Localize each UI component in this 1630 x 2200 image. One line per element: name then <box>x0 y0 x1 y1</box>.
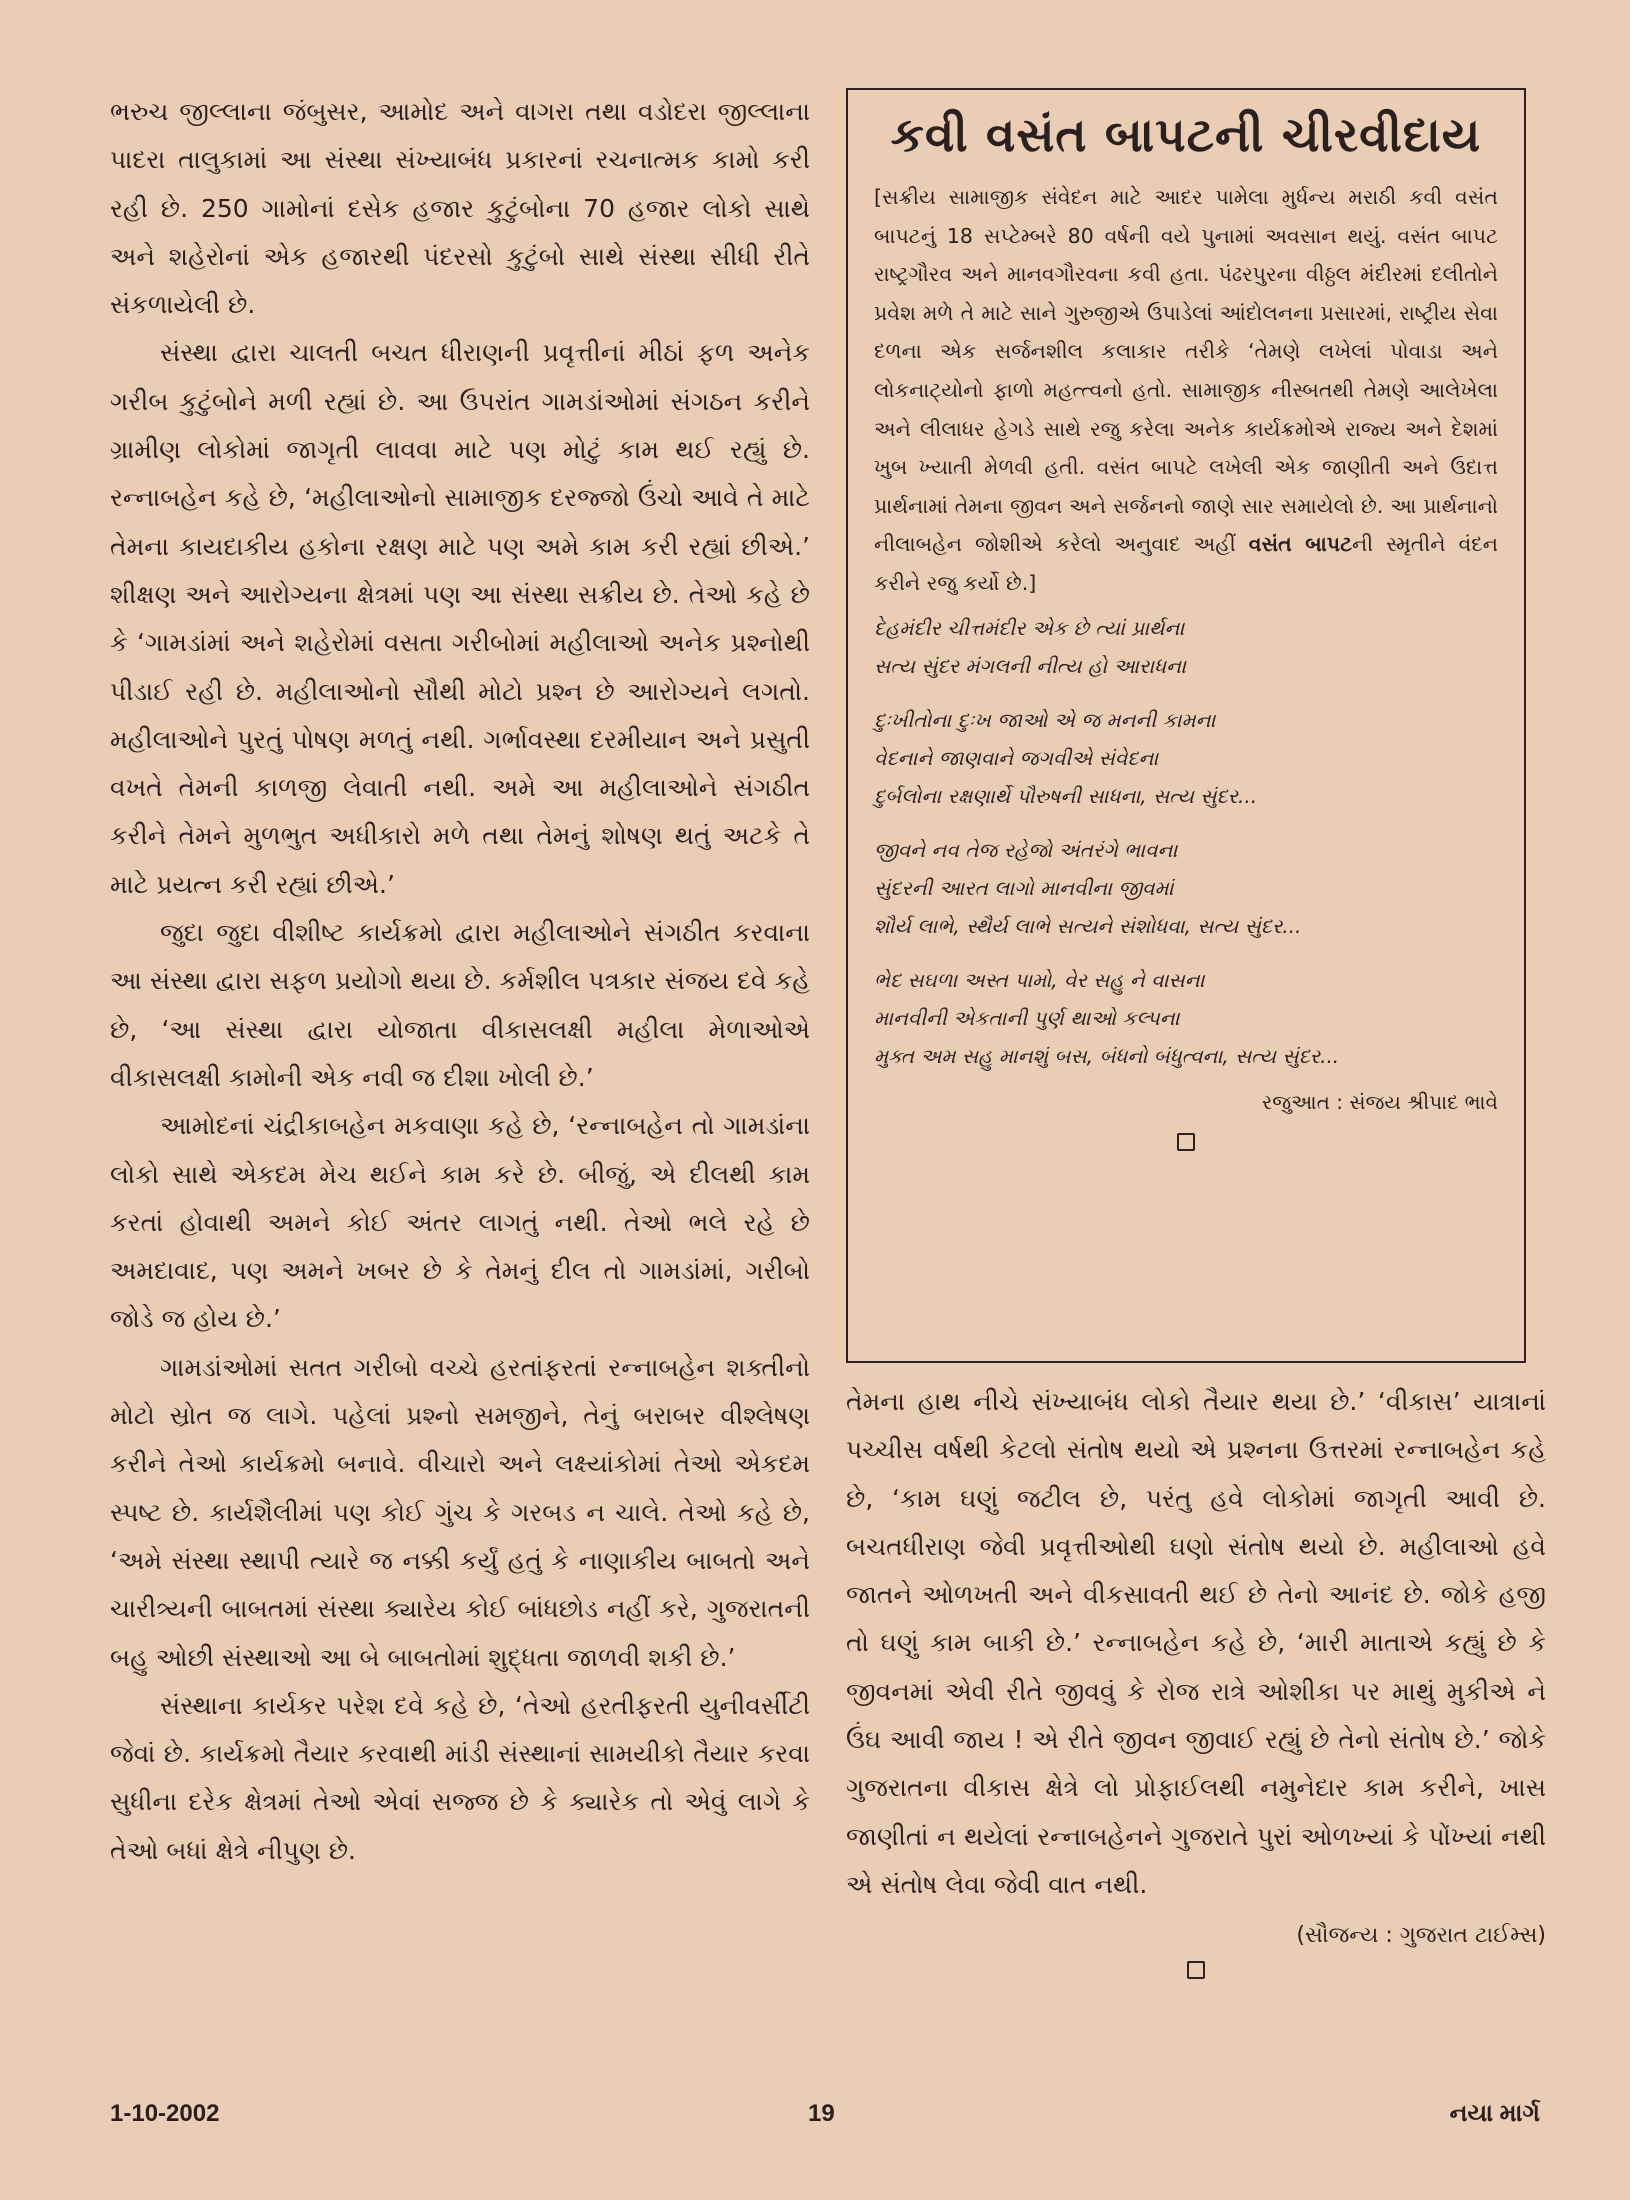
poem-stanza-3 <box>874 831 1498 945</box>
right-paragraph-1: તેમના હાથ નીચે સંખ્યાબંધ લોકો તૈયાર થયા છે.’ ‘વીકાસ’ યાત્રાનાં પચ્ચીસ વર્ષથી કેટલો સંતોષ થયો એ પ્રશ્નના ઉત્તરમાં રન્નાબહેન કહે છે, ‘કામ ઘણું જટીલ છે, પરંતુ હવે લોકોમાં જાગૃતી આવી છે. બચતધીરાણ જેવી પ્રવૃત્તીઓથી ઘણો સંતોષ થયો છે. મહીલાઓ હવે જાતને ઓળખતી અને વીકસાવતી થઈ છે તેનો આનંદ છે. જોકે હજી તો ઘણું કામ બાકી છે.’ રન્નાબહેન કહે છે, ‘મારી માતાએ કહ્યું છે કે જીવનમાં એવી રીતે જીવવું કે રોજ રાત્રે ઓશીકા પર માથું મુકીએ ને ઉંઘ આવી જાય ! એ રીતે જીવન જીવાઈ રહ્યું છે તેનો સંતોષ છે.’ જોકે ગુજરાતના વીકાસ ક્ષેત્રે લો પ્રોફાઈલથી નમુનેદાર કામ કરીને, ખાસ જાણીતાં ન થયેલાં રન્નાબહેનને ગુજરાતે પુરાં ઓળખ્યાં કે પોંખ્યાં નથી એ સંતોષ લેવા જેવી વાત નથી. <box>846 1387 1546 1899</box>
left-column <box>110 88 810 1875</box>
poem-line: દેહમંદીર ચીત્તમંદીર એક છે ત્યાં પ્રાર્થના <box>874 615 1185 640</box>
poem-line: શૌર્ય લાભે, સ્થૈર્ય લાભે સત્યને સંશોધવા, સત્ય સુંદર... <box>874 913 1302 938</box>
poem-line: સુંદરની આરત લાગો માનવીના જીવમાં <box>874 875 1174 900</box>
poem-stanza-4 <box>874 961 1498 1075</box>
prayer-poem <box>874 609 1498 1075</box>
poem-stanza-2 <box>874 701 1498 815</box>
poem-line: સત્ય સુંદર મંગલની નીત્ય હો આરાધના <box>874 653 1186 678</box>
issue-date: 1-10-2002 <box>110 2100 220 2127</box>
tribute-intro-end: ની સ્મૃતીને વંદન કરીને રજુ કર્યો છે.] <box>874 532 1498 595</box>
end-square-icon <box>1187 1961 1205 1979</box>
poem-line: મુક્ત અમ સહુ માનશું બસ, બંધનો બંધુત્વના, સત્ય સુંદર... <box>874 1043 1340 1068</box>
poem-line: વેદનાને જાણવાને જગવીએ સંવેદના <box>874 745 1159 770</box>
left-paragraph-3: જુદા જુદા વીશીષ્ટ કાર્યક્રમો દ્વારા મહીલાઓને સંગઠીત કરવાના આ સંસ્થા દ્વારા સફળ પ્રયોગો થયા છે. કર્મશીલ પત્રકાર સંજય દવે કહે છે, ‘આ સંસ્થા દ્વારા યોજાતા વીકાસલક્ષી મહીલા મેળાઓએ વીકાસલક્ષી કામોની એક નવી જ દીશા ખોલી છે.’ <box>110 918 810 1092</box>
tribute-title: કવી વસંત બાપટની ચીરવીદાય <box>890 108 1482 163</box>
poem-line: દુર્બલોના રક્ષણાર્થે પૌરુષની સાધના, સત્ય સુંદર... <box>874 783 1258 808</box>
tribute-box <box>846 88 1526 1363</box>
end-square-icon <box>1177 1133 1195 1151</box>
poem-line: માનવીની એકતાની પુર્ણ થાઓ કલ્પના <box>874 1005 1180 1030</box>
poem-stanza-1 <box>874 609 1498 685</box>
right-column <box>846 1378 1546 1979</box>
left-paragraph-2: સંસ્થા દ્વારા ચાલતી બચત ધીરાણની પ્રવૃત્તીનાં મીઠાં ફળ અનેક ગરીબ કુટુંબોને મળી રહ્યાં છે. આ ઉપરાંત ગામડાંઓમાં સંગઠન કરીને ગ્રામીણ લોકોમાં જાગૃતી લાવવા માટે પણ મોટું કામ થઈ રહ્યું છે. રન્નાબહેન કહે છે, ‘મહીલાઓનો સામાજીક દરજ્જો ઉંચો આવે તે માટે તેમના કાયદાકીય હકોના રક્ષણ માટે પણ અમે કામ કરી રહ્યાં છીએ.’ શીક્ષણ અને આરોગ્યના ક્ષેત્રમાં પણ આ સંસ્થા સક્રીય છે. તેઓ કહે છે કે ‘ગામડાંમાં અને શહેરોમાં વસતા ગરીબોમાં મહીલાઓ અનેક પ્રશ્નોથી પીડાઈ રહી છે. મહીલાઓનો સૌથી મોટો પ્રશ્ન છે આરોગ્યને લગતો. મહીલાઓને પુરતું પોષણ મળતું નથી. ગર્ભાવસ્થા દરમીયાન અને પ્રસુતી વખતે તેમની કાળજી લેવાતી નથી. અમે આ મહીલાઓને સંગઠીત કરીને તેમને મુળભુત અધીકારો મળે તથા તેમનું શોષણ થતું અટકે તે માટે પ્રયત્ન કરી રહ્યાં છીએ.’ <box>110 338 810 899</box>
tribute-intro-text: [સક્રીય સામાજીક સંવેદન માટે આદર પામેલા મુર્ધન્ય મરાઠી કવી વસંત બાપટનું 18 સપ્ટેમ્બરે 80 વર્ષની વયે પુનામાં અવસાન થયું. વસંત બાપટ રાષ્ટ્રગૌરવ અને માનવગૌરવના કવી હતા. પંઢરપુરના વીઠ્ઠલ મંદીરમાં દલીતોને પ્રવેશ મળે તે માટે સાને ગુરુજીએ ઉપાડેલાં આંદોલનના પ્રસારમાં, રાષ્ટ્રીય સેવા દળના એક સર્જનશીલ કલાકાર તરીકે ‘તેમણે લખેલાં પોવાડા અને લોકનાટ્યોનો ફાળો મહત્ત્વનો હતો. સામાજીક નીસ્બતથી તેમણે આલેખેલા અને લીલાધર હેગડે સાથે રજુ કરેલા અનેક કાર્યક્રમોએ રાજ્ય અને દેશમાં ખુબ ખ્યાતી મેળવી હતી. વસંત બાપટે લખેલી એક જાણીતી અને ઉદાત્ત પ્રાર્થનામાં તેમના જીવન અને સર્જનનો જાણે સાર સમાયેલો છે. આ પ્રાર્થનાનો નીલાબહેન જોશીએ કરેલો અનુવાદ અહીં <box>874 185 1498 557</box>
left-paragraph-6: સંસ્થાના કાર્યકર પરેશ દવે કહે છે, ‘તેઓ હરતીફરતી યુનીવર્સીટી જેવાં છે. કાર્યક્રમો તૈયાર કરવાથી માંડી સંસ્થાનાં સામયીકો તૈયાર કરવા સુધીના દરેક ક્ષેત્રમાં તેઓ એવાં સજ્જ છે કે ક્યારેક તો એવું લાગે કે તેઓ બધાં ક્ષેત્રે નીપુણ છે. <box>110 1690 810 1865</box>
magazine-name: નયા માર્ગ <box>1449 2100 1540 2127</box>
page-number: 19 <box>808 2100 835 2127</box>
left-paragraph-5: ગામડાંઓમાં સતત ગરીબો વચ્ચે હરતાંફરતાં રન્નાબહેન શક્તીનો મોટો સ્રોત જ લાગે. પહેલાં પ્રશ્નો સમજીને, તેનું બરાબર વીશ્લેષણ કરીને તેઓ કાર્યક્રમો બનાવે. વીચારો અને લક્ષ્યાંકોમાં તેઓ એકદમ સ્પષ્ટ છે. કાર્યશૈલીમાં પણ કોઈ ગુંચ કે ગરબડ ન ચાલે. તેઓ કહે છે, ‘અમે સંસ્થા સ્થાપી ત્યારે જ નક્કી કર્યું હતું કે નાણાકીય બાબતો અને ચારીત્ર્યની બાબતમાં સંસ્થા ક્યારેય કોઈ બાંધછોડ નહીં કરે, ગુજરાતની બહુ ઓછી સંસ્થાઓ આ બે બાબતોમાં શુદ્ધતા જાળવી શકી છે.’ <box>110 1352 810 1672</box>
poem-line: દુઃખીતોના દુઃખ જાઓ એ જ મનની કામના <box>874 707 1216 732</box>
courtesy-note: (સૌજન્ય : ગુજરાત ટાઈમ્સ) <box>1296 1923 1546 1949</box>
tribute-intro <box>874 178 1498 603</box>
tribute-intro-poet-name: વસંત બાપટ <box>1248 532 1352 557</box>
poem-line: ભેદ સઘળા અસ્ત પામો, વેર સહુ ને વાસના <box>874 967 1205 992</box>
left-paragraph-4: આમોદનાં ચંદ્રીકાબહેન મકવાણા કહે છે, ‘રન્નાબહેન તો ગામડાંના લોકો સાથે એકદમ મેચ થઈને કામ કરે છે. બીજું, એ દીલથી કામ કરતાં હોવાથી અમને કોઈ અંતર લાગતું નથી. તેઓ ભલે રહે છે અમદાવાદ, પણ અમને ખબર છે કે તેમનું દીલ તો ગામડાંમાં, ગરીબો જોડે જ હોય છે.’ <box>110 1111 810 1334</box>
left-paragraph-1: ભરુચ જીલ્લાના જંબુસર, આમોદ અને વાગરા તથા વડોદરા જીલ્લાના પાદરા તાલુકામાં આ સંસ્થા સંખ્યાબંધ પ્રકારનાં રચનાત્મક કામો કરી રહી છે. 250 ગામોનાં દસેક હજાર કુટુંબોના 70 હજાર લોકો સાથે અને શહેરોનાં એક હજારથી પંદરસો કુટુંબો સાથે સંસ્થા સીધી રીતે સંકળાયેલી છે. <box>110 97 810 320</box>
poem-credit: રજુઆત : સંજય શ્રીપાદ ભાવે <box>1261 1089 1498 1114</box>
poem-line: જીવને નવ તેજ રહેજો અંતરંગે ભાવના <box>874 837 1178 862</box>
